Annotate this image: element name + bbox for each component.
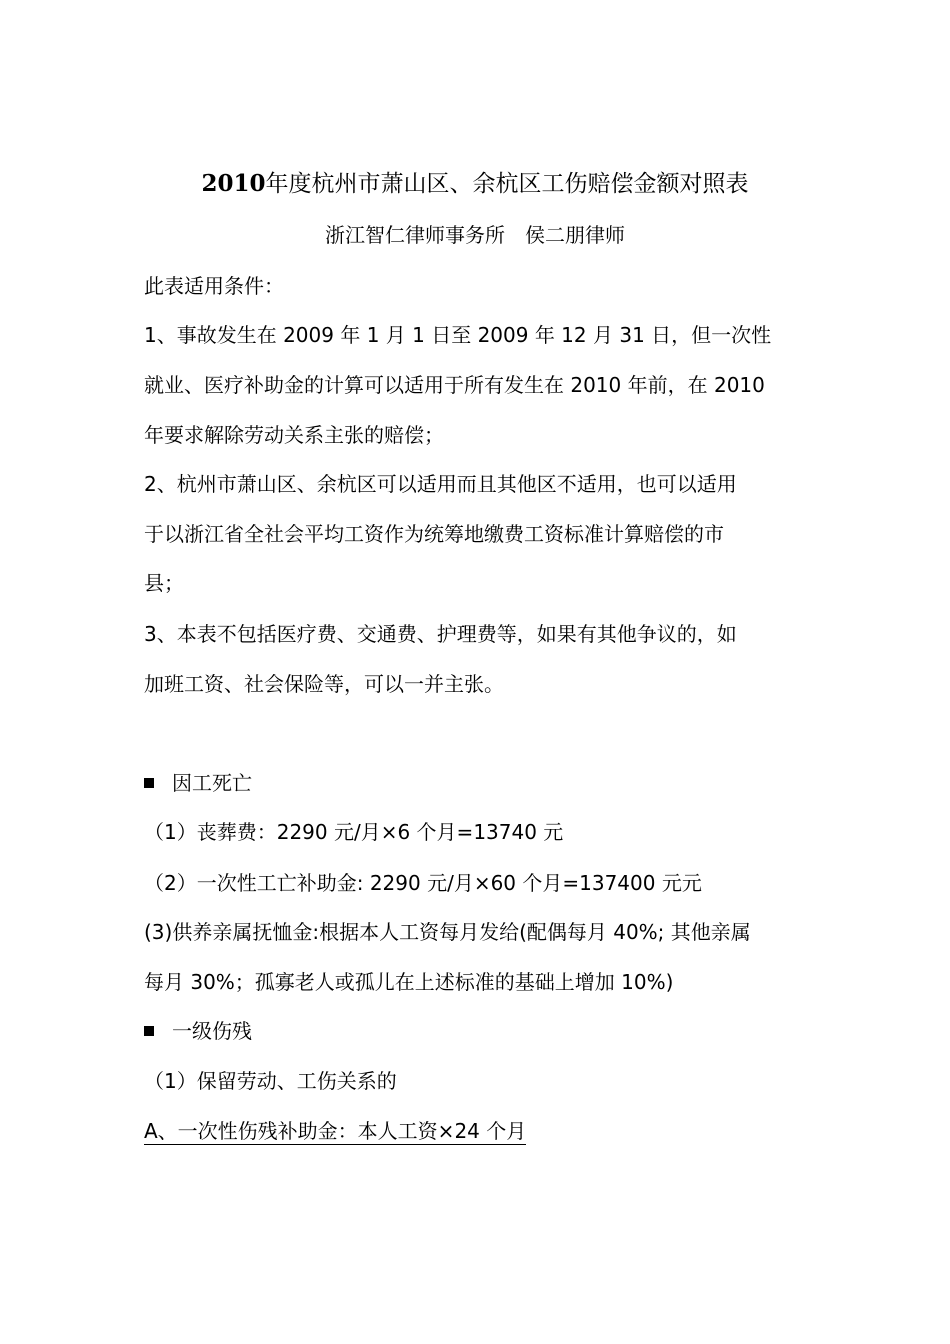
section-level1-label: 一级伤残 xyxy=(172,1019,252,1043)
section-death-label: 因工死亡 xyxy=(172,771,252,795)
level1-item-a xyxy=(144,1114,526,1148)
document-subtitle: 浙江智仁律师事务所 侯二朋律师 xyxy=(325,223,625,247)
document-title xyxy=(0,166,950,202)
title-text: 年度杭州市萧山区、余杭区工伤赔偿金额对照表 xyxy=(265,171,749,197)
square-bullet-icon xyxy=(144,1026,154,1036)
level1-item-retain: （1）保留劳动、工伤关系的 xyxy=(144,1069,397,1093)
condition-line-3: 年要求解除劳动关系主张的赔偿； xyxy=(144,423,444,447)
death-item-pension-1: (3)供养亲属抚恤金:根据本人工资每月发给(配偶每月 40%; 其他亲属 xyxy=(144,920,751,944)
level1-item-a-text: A、一次性伤残补助金：本人工资×24 个月 xyxy=(144,1119,527,1143)
condition-line-2: 就业、医疗补助金的计算可以适用于所有发生在 2010 年前，在 2010 xyxy=(144,373,765,397)
death-item-funeral: （1）丧葬费：2290 元/月×6 个月=13740 元 xyxy=(144,820,564,844)
section-heading-level1 xyxy=(144,1014,252,1048)
death-item-subsidy: （2）一次性工亡补助金: 2290 元/月×60 个月=137400 元元 xyxy=(144,871,702,895)
section-heading-death xyxy=(144,766,252,800)
condition-line-4: 2、杭州市萧山区、余杭区可以适用而且其他区不适用，也可以适用 xyxy=(144,472,737,496)
square-bullet-icon xyxy=(144,778,154,788)
conditions-heading: 此表适用条件： xyxy=(144,274,284,298)
condition-line-5: 于以浙江省全社会平均工资作为统筹地缴费工资标准计算赔偿的市 xyxy=(144,522,724,546)
death-item-pension-2: 每月 30%；孤寡老人或孤儿在上述标准的基础上增加 10%) xyxy=(144,970,674,994)
condition-line-1: 1、事故发生在 2009 年 1 月 1 日至 2009 年 12 月 31 日，但一次性 xyxy=(144,323,772,347)
condition-line-7: 3、本表不包括医疗费、交通费、护理费等，如果有其他争议的，如 xyxy=(144,622,737,646)
title-year: 2010 xyxy=(201,170,266,197)
condition-line-8: 加班工资、社会保险等，可以一并主张。 xyxy=(144,672,504,696)
condition-line-6: 县； xyxy=(144,571,184,595)
